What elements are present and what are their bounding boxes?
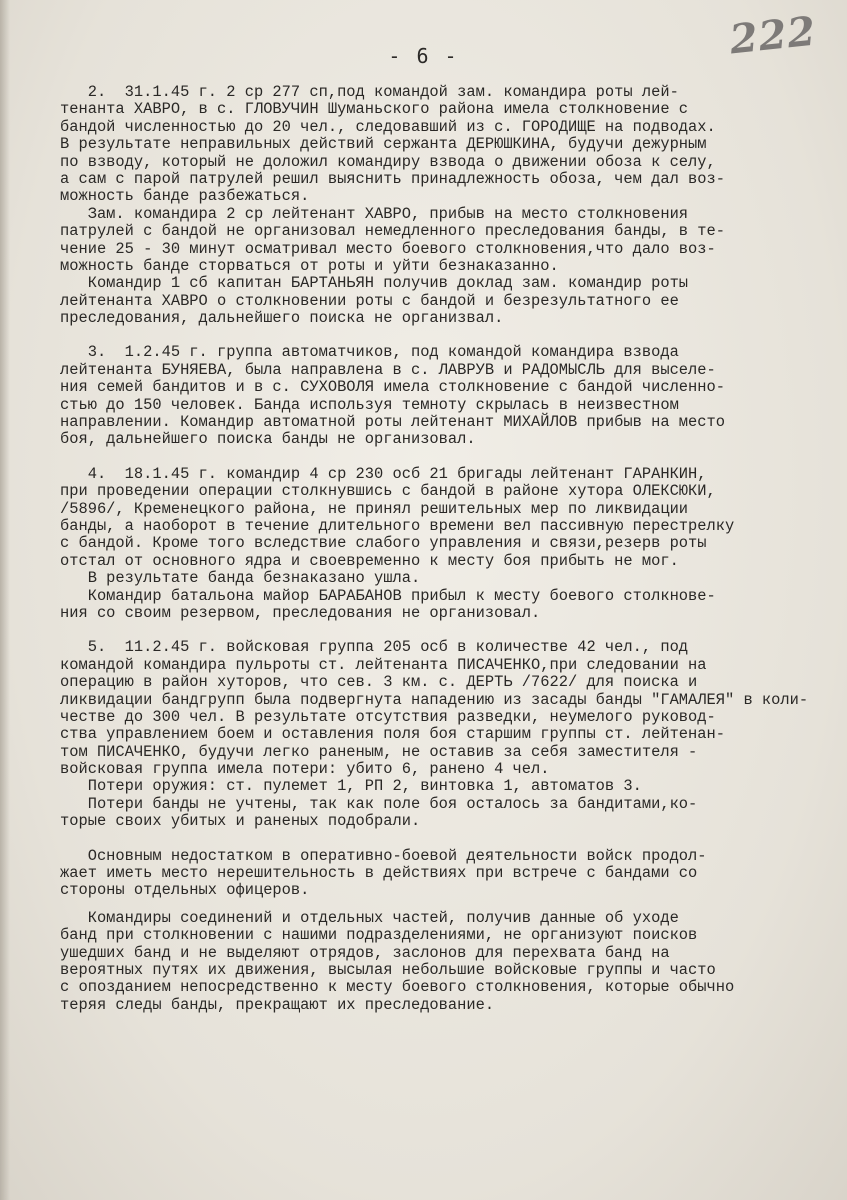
text-line: лейтенанта БУНЯЕВА, была направлена в с. ЛАВРУВ и РАДОМЫСЛЬ для выселе-: [60, 360, 716, 379]
text-line: жает иметь место нерешительность в действиях при встрече с бандами со: [60, 864, 698, 883]
text-line: Зам. командира 2 ср лейтенант ХАВРО, прибыв на место столкновения: [60, 204, 689, 223]
paragraph-band-losses: [60, 796, 830, 831]
paragraph-incident-5: [60, 639, 830, 778]
text-line: Потери оружия: ст. пулемет 1, РП 2, винтовка 1, автоматов 3.: [60, 777, 642, 796]
paragraph-incident-4: [60, 466, 830, 588]
paragraph-deputy-commander: [60, 206, 830, 276]
text-line: отстал от основного ядра и своевременно к месту боя прибыть не мог.: [60, 551, 679, 570]
text-line: ства управлением боем и оставления поля боя старшим группы ст. лейтенан-: [60, 725, 725, 744]
paragraph-gap: [60, 622, 830, 639]
text-line: В результате банда безнаказано ушла.: [60, 569, 421, 588]
text-line: 2. 31.1.45 г. 2 ср 277 сп,под командой зам. командира роты лей-: [60, 83, 679, 101]
page-number: - 6 -: [388, 44, 459, 68]
text-line: 5. 11.2.45 г. войсковая группа 205 осб в количестве 42 чел., под: [60, 638, 689, 657]
text-line: В результате неправильных действий сержанта ДЕРЮШКИНА, будучи дежурным: [60, 135, 707, 154]
paragraph-gap: [60, 327, 830, 344]
text-line: с бандой. Кроме того вследствие слабого управления и связи,резерв роты: [60, 534, 707, 553]
text-line: торые своих убитых и раненых подобрали.: [60, 812, 421, 831]
text-line: направлении. Командир автоматной роты лейтенант МИХАЙЛОВ прибыв на место: [60, 413, 725, 432]
text-line: чение 25 - 30 минут осматривал место боевого столкновения,что дало воз-: [60, 239, 716, 258]
text-line: банд при столкновении с нашими подразделениями, не организуют поисков: [60, 926, 698, 945]
text-line: Командир батальона майор БАРАБАНОВ прибыл к месту боевого столкнове-: [60, 586, 716, 605]
text-line: патрулей с бандой не организовал немедленного преследования банды, в те-: [60, 222, 725, 241]
text-line: операцию в район хуторов, что сев. 3 км. с. ДЕРТЬ /7622/ для поиска и: [60, 673, 698, 692]
text-line: стью до 150 человек. Банда используя темноту скрылась в неизвестном: [60, 395, 679, 414]
paragraph-battalion-major: [60, 588, 830, 623]
paragraph-gap: [60, 449, 830, 466]
text-line: Потери банды не учтены, так как поле боя осталось за бандитами,ко-: [60, 794, 698, 813]
paragraph-main-shortcoming: [60, 848, 830, 900]
text-line: Командиры соединений и отдельных частей, получив данные об уходе: [60, 908, 679, 927]
paragraph-unit-commanders: [60, 910, 830, 1014]
text-line: ния со своим резервом, преследования не организовал.: [60, 603, 541, 622]
paragraph-incident-2: [60, 84, 830, 206]
text-line: при проведении операции столкнувшись с бандой в районе хутора ОЛЕКСЮКИ,: [60, 482, 716, 501]
text-line: по взводу, который не доложил командиру взвода о движении обоза к селу,: [60, 152, 716, 171]
text-line: ния семей бандитов и в с. СУХОВОЛЯ имела столкновение с бандой численно-: [60, 378, 725, 397]
text-line: бандой численностью до 20 чел., следовавший из с. ГОРОДИЩЕ на подводах.: [60, 117, 716, 136]
text-line: с опозданием непосредственно к месту боевого столкновения, которые обычно: [60, 978, 735, 997]
paragraph-weapon-losses: [60, 778, 830, 795]
text-line: боя, дальнейшего поиска банды не организовал.: [60, 430, 476, 449]
text-line: честве до 300 чел. В результате отсутствия разведки, неумелого руковод-: [60, 707, 716, 726]
text-line: тенанта ХАВРО, в с. ГЛОВУЧИН Шуманьского района имела столкновение с: [60, 100, 689, 119]
text-line: теряя следы банды, прекращают их преследование.: [60, 995, 495, 1014]
text-line: можность банде сторваться от роты и уйти безнаказанно.: [60, 256, 559, 275]
text-line: войсковая группа имела потери: убито 6, ранено 4 чел.: [60, 760, 550, 779]
text-line: преследования, дальнейшего поиска не организвал.: [60, 309, 504, 328]
text-line: можность банде разбежаться.: [60, 187, 310, 206]
text-line: командой командира пульроты ст. лейтенанта ПИСАЧЕНКО,при следовании на: [60, 655, 707, 674]
text-line: лейтенанта ХАВРО о столкновении роты с бандой и безрезультатного ее: [60, 291, 679, 310]
text-line: ликвидации бандгрупп была подвергнута нападению из засады банды "ГАМАЛЕЯ" в коли-: [60, 690, 809, 709]
text-line: вероятных путях их движения, высылая небольшие войсковые группы и часто: [60, 960, 716, 979]
paragraph-gap: [60, 831, 830, 848]
text-line: 3. 1.2.45 г. группа автоматчиков, под командой командира взвода: [60, 343, 679, 362]
paragraph-battalion-commander: [60, 275, 830, 327]
text-line: банды, а наоборот в течение длительного времени вел пассивную перестрелку: [60, 516, 735, 535]
text-line: том ПИСАЧЕНКО, будучи легко раненым, не оставив за себя заместителя -: [60, 742, 698, 761]
text-line: Командир 1 сб капитан БАРТАНЬЯН получив доклад зам. командир роты: [60, 274, 689, 293]
text-line: Основным недостатком в оперативно-боевой деятельности войск продол-: [60, 846, 707, 865]
archive-page-number: 222: [727, 7, 819, 64]
text-line: а сам с парой патрулей решил выяснить принадлежность обоза, чем дал воз-: [60, 169, 725, 188]
text-line: 4. 18.1.45 г. командир 4 ср 230 осб 21 бригады лейтенант ГАРАНКИН,: [60, 464, 707, 483]
text-line: стороны отдельных офицеров.: [60, 881, 310, 900]
text-line: ушедших банд и не выделяют отрядов, заслонов для перехвата банд на: [60, 943, 670, 962]
text-line: /5896/, Кременецкого района, не принял решительных мер по ликвидации: [60, 499, 689, 518]
paragraph-incident-3: [60, 344, 830, 448]
page-edge-shadow: [0, 0, 10, 1200]
document-body: [60, 84, 830, 1014]
